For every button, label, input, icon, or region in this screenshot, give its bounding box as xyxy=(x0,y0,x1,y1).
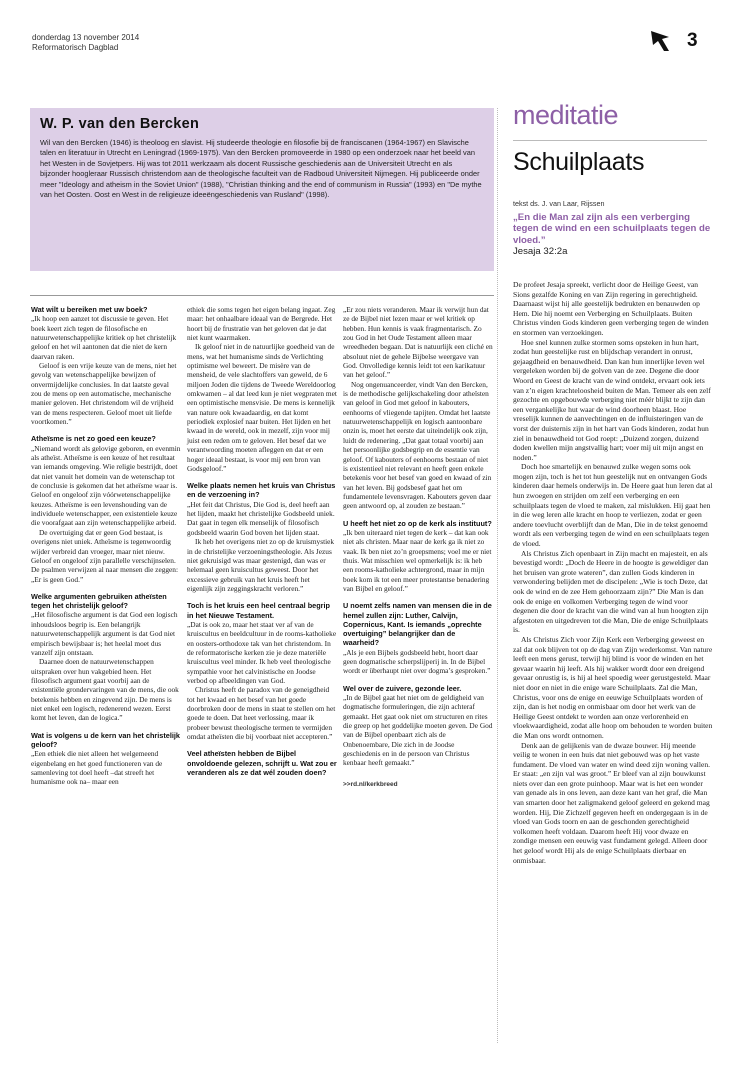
article-link[interactable]: >>rd.nl/kerkbreed xyxy=(343,780,398,788)
interview-column-1 xyxy=(31,305,181,787)
interview-paragraph: „Het filosofische argument is dat God een logisch inhoudsloos begrip is. Een belangrijk natuurwetenschappelijk argument is dat God niet empirisch bewijsbaar is; het heelal moet dus vanzelf zijn ontstaan. xyxy=(31,610,178,657)
interview-paragraph: Ik geloof niet in de natuurlijke goedheid van de mens, wat het humanisme sinds de Verlichting optimisme wel beweert. De misère van de mensheid, de vele slachtoffers van geweld, de 6 miljoen Joden die tijdens de Tweede Wereldoorlog omkwamen – al dat leed kun je niet wegpraten met een optimistische mensvisie. De mens is kennelijk van nature ook kwaadaardig, en dat komt periodiek explosief naar buiten. Het lijden en het kwaad in de wereld, ook in mezelf, zijn voor mij juist een reden om te geloven. Het besef dat we verantwoording moeten afleggen en dat er een hoger ideaal bestaat, is voor mij een bron van Godsgeloof.” xyxy=(187,342,337,473)
interview-paragraph: „Ik hoop een aanzet tot discussie te geven. Het boek keert zich tegen de filosofische en natuurwetenschappelijke kritiek op het christelijk geloof en het wil aantonen dat die niet de kern daarvan raken. xyxy=(31,314,177,361)
meditation-reference: Jesaja 32:2a xyxy=(513,246,568,257)
meditation-quote: „En die Man zal zijn als een verberging tegen de wind en een schuilplaats tegen de vloed.” xyxy=(513,212,711,246)
interview-question: Welke plaats nemen het kruis van Christus en de verzoening in? xyxy=(187,481,336,500)
issue-date: donderdag 13 november 2014 xyxy=(32,33,140,42)
newspaper-name: Reformatorisch Dagblad xyxy=(32,43,119,52)
meditation-body xyxy=(513,280,713,865)
interview-paragraph: „Niemand wordt als gelovige geboren, en evenmin als atheïst. Atheïsme is een keuze of het resultaat van iemands omgeving. Wie religie bestrijdt, doet dat niet vanuit het domein van de wetenschap tot de conclusie is gekomen dat het atheïsme waar is. Geloof en ongeloof zijn vóórwetenschappelijke keuzes. Atheïsme is een levenshouding van de individuele wetenschapper, een existentiele keuze die voorafgaat aan zijn wetenschappelijke arbeid. xyxy=(31,443,181,528)
bio-title: W. P. van den Bercken xyxy=(40,116,200,132)
meditation-divider xyxy=(513,140,707,141)
interview-question: Wel over de zuivere, gezonde leer. xyxy=(343,683,462,693)
interview-question: Wat is volgens u de kern van het christelijk geloof? xyxy=(31,730,180,749)
author-bio-box xyxy=(30,108,494,271)
meditation-paragraph: Als Christus Zich voor Zijn Kerk een Verberging geweest en zal dat ook blijven tot op de dag van Zijn wederkomst. Van nature leeft een mens gerust, terwijl hij blind is voor de winden en het gevaar waarin hij leeft. Als hij wakker wordt door een dreigend gevaar onrustig is, is hij al heel spoedig weer gerustgesteld. Maar niet door en niet in die enige ware Schuilplaats. Zal die Man, Christus, voor ons de enige en eeuwige Schuilplaats worden of zijn, dan is het nodig en onmisbaar om door het werk van de Heilige Geest ontdekt te worden aan onze verlorenheid en vloekwaardigheid, zodat alle hoop om behouden te worden buiten die Man ons wordt ontnomen. xyxy=(513,634,713,740)
interview-paragraph: Nog ongenuanceerder, vindt Van den Bercken, is de methodische gelijkschakeling door atheïsten van geloof in God met geloof in kabouters, eenhoorns of vliegende tapijten. Omdat het laatste natuurwetenschappelijk en logisch aantoonbare onzin is, moet het eerste dat uiteindelijk ook zijn, luidt de redenering. „Dat gaat totaal voorbij aan het persoonlijke godsbegrip en de essentie van geloof. Of kabouters of eenhoorns bestaan of niet is existentieel niet relevant en heeft geen enkele betekenis voor het besef van goed en kwaad of zin van het leven. Bij godsbesef gaat het om fundamentele levensvragen. Kabouters geven daar geen antwoord op, al zouden ze bestaan.” xyxy=(343,379,492,511)
interview-paragraph: De overtuiging dat er geen God bestaat, is overigens niet uniek. Atheïsme is tegenwoordig wijder verbreid dan vroeger, maar niet nieuw. Geloof en ongeloof zijn parallelle verschijnselen. De psalmen verwijzen al naar mensen die zeggen: „Er is geen God.” xyxy=(31,527,179,584)
section-divider xyxy=(30,295,494,296)
bio-text: Wil van den Bercken (1946) is theoloog en slavist. Hij studeerde theologie en filosofie bij de franciscanen (1964-1967) en Slavische talen en literatuur in Utrecht en Leningrad (1969-1975). Van den Bercken promoveerde in 1980 op een onderzoek naar het beeld van het Westen in de Sovjetpers. Hij was tot 2011 werkzaam als docent Russische geschiedenis aan de Universiteit Utrecht en als bijzonder hoogleraar Russisch christendom aan de theologische faculteit van de Radboud Universiteit Nijmegen. Hij publiceerde onder meer "Ideology and atheism in the Soviet Union" (1988), "Christian thinking and the end of communism in Russia" (1993) en "De mythe van het Oosten. Oost en West in de religieuze ideeëngeschiedenis van Rusland" (1998). xyxy=(40,138,482,200)
interview-paragraph: Geloof is een vrije keuze van de mens, niet het gevolg van wetenschappelijke bewijzen of onvermijdelijke conclusies. In dat laatste geval zou de mens op een automatische, mechanische manier geloven. Het christendom wil de vrijheid van de mens respecteren. Geloof moet uit liefde voortkomen.” xyxy=(31,361,177,427)
interview-question: Veel atheïsten hebben de Bijbel onvoldoende gelezen, schrijft u. Wat zou er veranderen als ze dat wél zouden doen? xyxy=(187,749,337,777)
interview-paragraph: Daarnee doen de natuurwetenschappen uitspraken over hun vakgebied heen. Het filosofisch argument gaat voorbij aan de existentiële grondervaringen van de mens, die ook betekenis hebben en zingevend zijn. De mens is niet enkel een logisch, redenerend wezen. Eerst komt het leven, dan de logica.” xyxy=(31,657,179,723)
interview-paragraph: „Ik ben uiteraard niet tegen de kerk – dat kan ook niet als christen. Maar naar de kerk ga ik niet zo vaak. Ik ben niet zo’n groepsmens; voel me er niet thuis. Wat misschien wel opmerkelijk is: ik heb een rooms-katholieke achtergrond, maar in mijn boek kom ik tot een meer protestantse benadering van Bijbel en geloof.” xyxy=(343,527,492,593)
meditation-paragraph: Als Christus Zich openbaart in Zijn macht en majesteit, en als bevestigd wordt: „Doch de Heere in de hoogte is geweldiger dan het bruisen van grote wateren”, dan zullen Gods kinderen in verwondering belijden met de discipelen: „Wie is toch Deze, dat ook de wind en de zee Hem gehoorzaam zijn?” Die Man is dan ook de enige en volkomen Verberging tegen de wind voor degenen die door de kracht van die wind van al hun hoogten zijn afgestoten en uitgedreven tot die Man, Die de enige Schuilplaats is. xyxy=(513,548,709,635)
meditation-author: tekst ds. J. van Laar, Rijssen xyxy=(513,199,605,208)
interview-paragraph: Christus heeft de paradox van de geneigdheid tot het kwaad en het besef van het goede doorbroken door de mens in staat te stellen om het goede te doen. Dat heet verlossing, maar ik probeer bewust theologische termen te vermijden omdat atheïsten die bij voorbaat niet accepteren.” xyxy=(187,685,336,741)
interview-question: Wat wilt u bereiken met uw boek? xyxy=(31,305,148,314)
newspaper-logo-icon xyxy=(650,30,670,52)
meditation-paragraph: Doch hoe smartelijk en benauwd zulke wegen soms ook mogen zijn, toch is het tot hun geestelijk nut en ontvangen Gods kinderen daar hemels onderwijs in. De Heere gaat hun leren dat al hun zwoegen en strijden om zelf een verberging en een schuilplaats tegen de vloed te maken, zal mislukken. Hij gaat hen in die weg leren alle kracht en hoop te verliezen, zodat er geen andere toevlucht overblijft dan de Man, Die in de tekst genoemd wordt als een verberging tegen de wind en een schuilplaats tegen de vloed. xyxy=(513,462,713,549)
interview-paragraph: ethiek die soms tegen het eigen belang ingaat. Zeg maar: het onhaalbare ideaal van de Bergrede. Het hoort bij de frustratie van het geloven dat je dat niet kunt waarmaken. xyxy=(187,305,336,343)
interview-paragraph: „Er zou niets veranderen. Maar ik verwijt hun dat ze de Bijbel niet lezen maar er wel kritiek op hebben. Hun kennis is vaak fragmentarisch. Zo zou God in het Oude Testament alleen maar wreedheden begaan. Dat is natuurlijk een cliché en absoluut niet de gehele Bijbelse weergave van God. Onvolledige kennis leidt tot een karikatuur van het geloof.” xyxy=(343,305,493,380)
interview-paragraph: „Het feit dat Christus, Die God is, deel heeft aan het lijden, maakt het christelijke Godsbeeld uniek. Dat gaat in tegen elk menselijk of filosofisch godsbeeld waarin God boven het lijden staat. xyxy=(187,499,335,537)
section-label: meditatie xyxy=(513,100,619,130)
interview-question: U heeft het niet zo op de kerk als instituut? xyxy=(343,518,492,528)
interview-question: U noemt zelfs namen van mensen die in de hemel zullen zijn: Luther, Calvijn, Copernicus, Kant. Is iemands „oprechte overtuiging” belangrijker dan de waarheid? xyxy=(343,601,492,648)
meditation-paragraph: De profeet Jesaja spreekt, verlicht door de Heilige Geest, van Sions gezalfde Koning en van Zijn regering in gerechtigheid. Daarnaast wijst hij alle geestelijk bedrukten en benauwden op Hem. Die hij noemt een Verberging en Schuilplaats. Buiten Christus vinden Gods kinderen geen verberging tegen de winden en stormen van verzoekingen. xyxy=(513,280,709,337)
interview-question: Toch is het kruis een heel centraal begrip in het Nieuwe Testament. xyxy=(187,601,331,620)
interview-column-2 xyxy=(187,305,337,777)
interview-paragraph: Ik heb het overigens niet zo op de kruismystiek in de christelijke verzoeningstheologie. Als Jezus niet gekruisigd was maar gestenigd, dan was er helemaal geen kruiscultus geweest. Door het excessieve gebruik van het kruis heeft het eigenlijk zijn zeggingskracht verloren.” xyxy=(187,537,335,593)
column-separator xyxy=(497,108,498,1043)
meditation-paragraph: Denk aan de gelijkenis van de dwaze bouwer. Hij meende veilig te wonen in een huis dat niet gebouwd was op het vaste fundament. De vloed van water en wind deed zijn woning vallen. Er staat: „en zijn val was groot.” Er bleef van al zijn bouwkunst niets over dan een grote puinhoop. Maar wat is het een wonder van genade als in ons leven, aan deze kant van het graf, die Man van smarten door het zaligmakend geloof geleerd en gekend mag worden. Hij, Die Zichzelf gegeven heeft en ondergegaan is in de vloed van Gods toorn en aan de geschonden gerechtigheid volkomen heeft voldaan. Daarom heeft Hij voor dwaze en zondige mensen een eeuwig vast fundament gelegd. Alleen door het geloof wordt Hij als de enige Schuilplaats dierbaar en onmisbaar. xyxy=(513,740,710,865)
interview-question: Welke argumenten gebruiken atheïsten tegen het christelijk geloof? xyxy=(31,591,167,611)
interview-paragraph: „Als je een Bijbels godsbeeld hebt, hoort daar geen dogmatische scherpslijperij in. In de Bijbel wordt er überhaupt niet over dogma’s gesproken.” xyxy=(343,647,491,676)
meditation-paragraph: Hoe snel kunnen zulke stormen soms opsteken in hun hart, zodat hun geestelijke rust en blijdschap verandert in onrust, gejaagdheid en benauwdheid. Dan kan hun innerlijke leven wel vergeleken worden bij de golven van de zee. Degene die door Woord en Geest de kracht van de wind ontdekt, ervaart ook iets van z’n eigen krachteloosheid buiten de Man. Temeer als een zelf gezochte en opgebouwde verberging niet méér blijkt te zijn dan een vergankelijke hut waar de wind doorheen blaast. Hoe vreselijk kunnen de aanvechtingen en de influisteringen van de vorst der duisternis zijn in het hart van Gods kinderen, zodat hun ziel in benauwdheid tot God roept: „Duizend zorgen, duizend doden kwellen mijn angstvallig hart; voer mij uit mijn angst en noden.” xyxy=(513,337,711,462)
interview-paragraph: „In de Bijbel gaat het niet om de geldigheid van dogmatische formuleringen, die zijn achteraf gemaakt. Het gaat ook niet om structuren en rites die greep op het goddelijke moeten geven. De God van de Bijbel openbaart zich als de Onbenoembare, Die zich in de Joodse geschiedenis en in de persoon van Christus kenbaar heeft gemaakt.” xyxy=(343,693,493,768)
interview-column-3 xyxy=(343,305,493,789)
interview-paragraph: „Dat is ook zo, maar het staat ver af van de kruiscultus en beeldcultuur in de rooms-katholieke en oosters-orthodoxe tak van het christendom. In de reformatorische kerken zie je deze materiële kruiscultus veel minder. Ik heb veel theologische sympathie voor het calvinistische en Joodse verbod op afbeeldingen van God. xyxy=(187,619,337,685)
meditation-title: Schuilplaats xyxy=(513,148,645,176)
interview-paragraph: „Een ethiek die niet alleen het welgemeend eigenbelang en het goed functioneren van de samenleving tot doel heeft –dat streeft het humanisme ook na– maar een xyxy=(31,749,163,787)
interview-question: Atheïsme is net zo goed een keuze? xyxy=(31,434,156,444)
page-number: 3 xyxy=(687,30,698,51)
